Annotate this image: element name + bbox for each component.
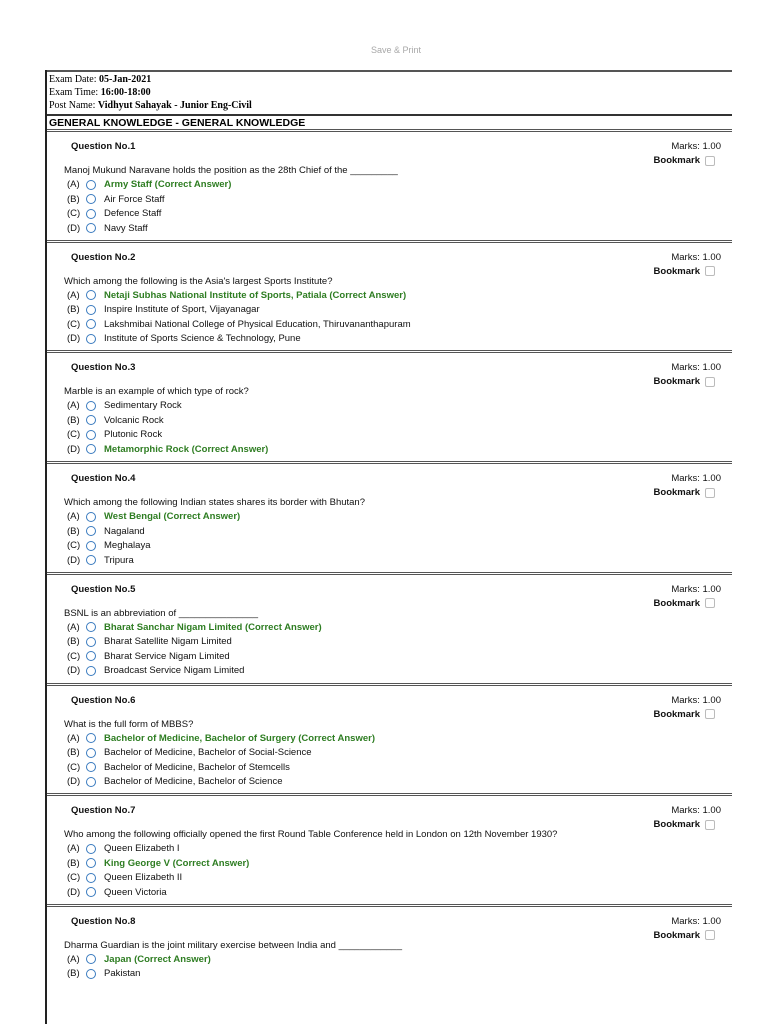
answer-option[interactable] [67,429,162,440]
answer-option[interactable] [67,858,249,869]
option-text: Bharat Sanchar Nigam Limited (Correct Answer) [104,621,322,633]
bookmark-control[interactable] [654,930,715,941]
radio-button-icon[interactable] [86,401,96,411]
option-text: Navy Staff [104,222,148,234]
radio-button-icon[interactable] [86,444,96,454]
radio-button-icon[interactable] [86,637,96,647]
save-print-link[interactable]: Save & Print [370,45,422,55]
exam-time-row [49,87,151,98]
question-text: Which among the following Indian states shares its border with Bhutan? [64,497,365,509]
question-marks: Marks: 1.00 [671,251,721,263]
bookmark-checkbox[interactable] [705,930,715,940]
option-letter: (B) [67,525,80,537]
option-text: Nagaland [104,525,145,537]
radio-button-icon[interactable] [86,873,96,883]
option-text: West Bengal (Correct Answer) [104,511,241,523]
option-letter: (A) [67,179,80,190]
option-letter: (D) [67,222,81,234]
option-letter: (B) [67,636,80,648]
option-text: King George V (Correct Answer) [104,857,250,869]
bookmark-control[interactable] [654,376,715,387]
question-number: Question No.6 [71,694,136,706]
option-letter: (A) [67,621,80,633]
question-marks: Marks: 1.00 [671,915,721,927]
option-text: Broadcast Service Nigam Limited [104,665,245,677]
option-letter: (A) [67,843,80,855]
bookmark-checkbox[interactable] [705,598,715,608]
option-letter: (B) [67,968,80,980]
bookmark-label: Bookmark [653,376,700,388]
answer-option[interactable] [67,872,182,883]
option-letter: (C) [67,208,81,219]
bookmark-checkbox[interactable] [705,820,715,830]
radio-button-icon[interactable] [86,858,96,868]
bookmark-label: Bookmark [653,708,700,720]
option-letter: (D) [67,554,81,566]
radio-button-icon[interactable] [86,733,96,743]
bookmark-control[interactable] [654,819,715,830]
bookmark-checkbox[interactable] [705,709,715,719]
option-letter: (C) [67,872,81,884]
bookmark-label: Bookmark [653,819,700,831]
answer-option[interactable] [67,444,268,455]
option-text: Queen Elizabeth I [104,843,180,855]
option-text: Queen Victoria [104,886,167,898]
option-letter: (A) [67,289,80,301]
option-text: Bachelor of Medicine, Bachelor of Surgery (Correct Answer) [104,732,375,744]
bookmark-label: Bookmark [653,597,700,609]
question-number: Question No.7 [71,805,136,817]
section-top-rule [47,114,732,116]
answer-option[interactable] [67,179,231,190]
header-top-rule [47,70,732,72]
question-block [47,793,732,907]
bookmark-label: Bookmark [653,265,700,277]
radio-button-icon[interactable] [86,290,96,300]
answer-option[interactable] [67,665,244,676]
option-text: Inspire Institute of Sport, Vijayanagar [104,304,260,316]
answer-option[interactable] [67,511,240,522]
answer-option[interactable] [67,400,182,411]
option-letter: (D) [67,776,81,787]
option-letter: (D) [67,333,81,345]
option-text: Army Staff (Correct Answer) [104,179,232,190]
post-name-row [49,100,252,111]
answer-option[interactable] [67,954,211,965]
option-letter: (B) [67,304,80,316]
radio-button-icon[interactable] [86,415,96,425]
answer-option[interactable] [67,526,145,537]
radio-button-icon[interactable] [86,223,96,233]
bookmark-checkbox[interactable] [705,488,715,498]
bookmark-control[interactable] [654,155,715,166]
bookmark-checkbox[interactable] [705,156,715,166]
bookmark-checkbox[interactable] [705,266,715,276]
option-letter: (C) [67,318,81,330]
section-title: GENERAL KNOWLEDGE - GENERAL KNOWLEDGE [49,117,306,129]
option-letter: (B) [67,414,80,426]
post-name-label: Post Name: [49,100,96,111]
question-block [47,129,732,243]
question-block [47,461,732,575]
post-name-value: Vidhyut Sahayak - Junior Eng-Civil [97,100,252,111]
option-text: Netaji Subhas National Institute of Sports, Patiala (Correct Answer) [104,289,407,301]
radio-button-icon[interactable] [86,319,96,329]
question-number: Question No.4 [71,473,136,485]
option-text: Volcanic Rock [104,414,164,426]
answer-option[interactable] [67,319,411,330]
option-letter: (A) [67,953,80,965]
radio-button-icon[interactable] [86,555,96,565]
answer-option[interactable] [67,747,312,758]
option-text: Meghalaya [104,540,151,552]
option-letter: (C) [67,429,81,441]
bookmark-control[interactable] [654,266,715,277]
question-block [47,904,732,1018]
answer-option[interactable] [67,733,375,744]
option-letter: (C) [67,540,81,552]
radio-button-icon[interactable] [86,512,96,522]
option-letter: (B) [67,193,80,205]
radio-button-icon[interactable] [86,969,96,979]
answer-option[interactable] [67,762,290,773]
bookmark-control[interactable] [654,487,715,498]
option-text: Japan (Correct Answer) [104,953,211,965]
question-marks: Marks: 1.00 [671,805,721,817]
question-number: Question No.3 [71,362,136,374]
answer-option[interactable] [67,208,161,219]
radio-button-icon[interactable] [86,777,96,787]
radio-button-icon[interactable] [86,334,96,344]
answer-option[interactable] [67,194,165,205]
answer-option[interactable] [67,540,150,551]
radio-button-icon[interactable] [86,844,96,854]
question-marks: Marks: 1.00 [671,473,721,485]
exam-time-label: Exam Time: [49,87,99,98]
radio-button-icon[interactable] [86,526,96,536]
question-block [47,572,732,686]
question-marks: Marks: 1.00 [671,362,721,374]
option-letter: (A) [67,400,80,412]
bookmark-label: Bookmark [653,487,700,499]
option-letter: (D) [67,886,81,898]
option-letter: (B) [67,857,80,869]
answer-option[interactable] [67,223,148,234]
option-text: Defence Staff [104,208,162,219]
option-letter: (B) [67,747,80,758]
answer-option[interactable] [67,843,180,854]
option-text: Plutonic Rock [104,429,163,441]
option-text: Bachelor of Medicine, Bachelor of Science [104,776,283,787]
option-text: Bharat Satellite Nigam Limited [104,636,232,648]
bookmark-control[interactable] [654,709,715,720]
answer-option[interactable] [67,304,260,315]
exam-date-label: Exam Date: [49,74,97,85]
option-letter: (D) [67,443,81,455]
question-number: Question No.2 [71,251,136,263]
bookmark-label: Bookmark [653,155,700,166]
option-text: Tripura [104,554,134,566]
option-text: Bachelor of Medicine, Bachelor of Social-Science [104,747,312,758]
answer-option[interactable] [67,968,140,979]
option-text: Sedimentary Rock [104,400,182,412]
question-text: Manoj Mukund Naravane holds the position as the 28th Chief of the _________ [64,165,398,176]
radio-button-icon[interactable] [86,541,96,551]
answer-option[interactable] [67,622,322,633]
question-number: Question No.8 [71,915,136,927]
question-text: Who among the following officially opened the first Round Table Conference held in London on 12th November 1930? [64,829,558,841]
question-text: BSNL is an abbreviation of _______________ [64,607,259,619]
option-text: Bharat Service Nigam Limited [104,650,230,662]
question-text: Which among the following is the Asia's largest Sports Institute? [64,275,333,287]
answer-option[interactable] [67,333,301,344]
radio-button-icon[interactable] [86,194,96,204]
option-letter: (C) [67,761,81,773]
bookmark-control[interactable] [654,598,715,609]
option-text: Lakshmibai National College of Physical Education, Thiruvananthapuram [104,318,411,330]
radio-button-icon[interactable] [86,430,96,440]
radio-button-icon[interactable] [86,209,96,219]
exam-date-value: 05-Jan-2021 [98,74,152,85]
option-text: Metamorphic Rock (Correct Answer) [104,443,269,455]
answer-option[interactable] [67,776,283,787]
question-marks: Marks: 1.00 [671,141,721,152]
radio-button-icon[interactable] [86,651,96,661]
answer-option[interactable] [67,887,167,898]
answer-option[interactable] [67,651,230,662]
radio-button-icon[interactable] [86,887,96,897]
option-text: Pakistan [104,968,141,980]
question-marks: Marks: 1.00 [671,583,721,595]
exam-time-value: 16:00-18:00 [100,87,151,98]
option-text: Air Force Staff [104,193,165,205]
question-block [47,350,732,464]
question-block [47,240,732,354]
answer-option[interactable] [67,636,232,647]
option-text: Bachelor of Medicine, Bachelor of Stemcells [104,761,290,773]
question-text: Marble is an example of which type of rock? [64,386,249,398]
question-marks: Marks: 1.00 [671,694,721,706]
option-text: Queen Elizabeth II [104,872,183,884]
question-text: What is the full form of MBBS? [64,718,194,730]
radio-button-icon[interactable] [86,748,96,758]
option-text: Institute of Sports Science & Technology, Pune [104,333,301,345]
answer-option[interactable] [67,555,134,566]
answer-option[interactable] [67,290,406,301]
option-letter: (C) [67,650,81,662]
question-number: Question No.1 [71,141,136,152]
bookmark-checkbox[interactable] [705,377,715,387]
radio-button-icon[interactable] [86,762,96,772]
option-letter: (A) [67,511,80,523]
question-block [47,683,732,797]
radio-button-icon[interactable] [86,666,96,676]
question-text: Dharma Guardian is the joint military exercise between India and ____________ [64,939,402,951]
question-number: Question No.5 [71,583,136,595]
radio-button-icon[interactable] [86,305,96,315]
exam-date-row [49,74,151,85]
radio-button-icon[interactable] [86,180,96,190]
radio-button-icon[interactable] [86,954,96,964]
radio-button-icon[interactable] [86,622,96,632]
option-letter: (D) [67,665,81,677]
option-letter: (A) [67,732,80,744]
answer-option[interactable] [67,415,164,426]
bookmark-label: Bookmark [653,929,700,941]
